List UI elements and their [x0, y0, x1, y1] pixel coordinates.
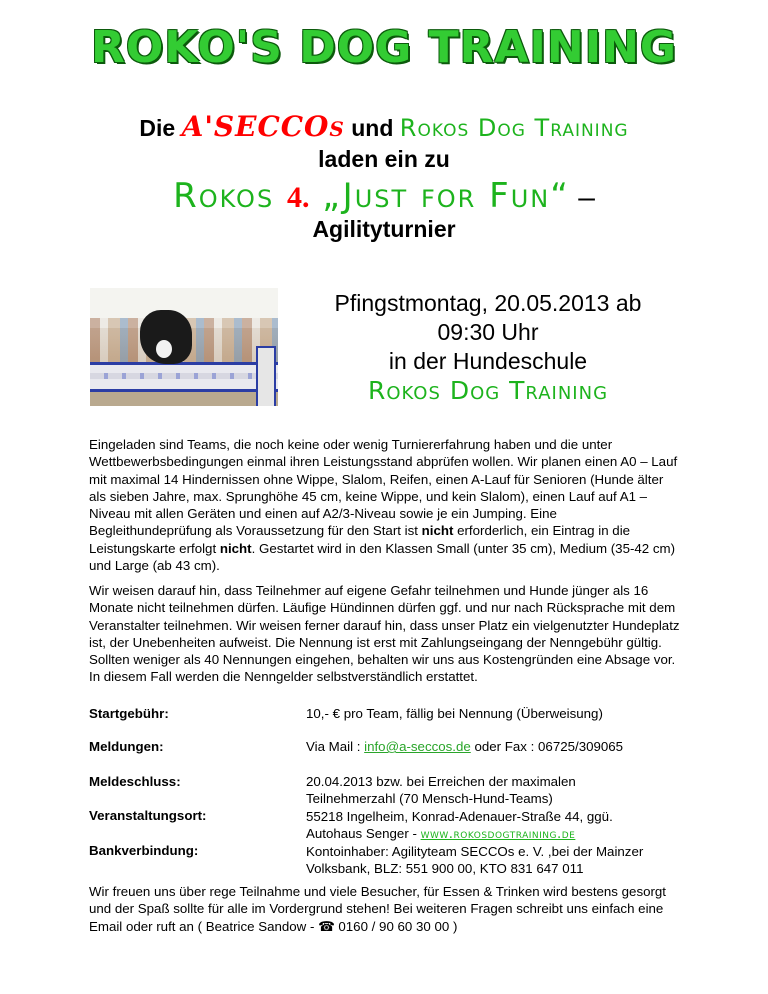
- website-link[interactable]: www.rokosdogtraining.de: [420, 826, 576, 842]
- headline-mid: und: [344, 115, 400, 141]
- location-name: Rokos Dog Training: [367, 376, 609, 405]
- event-owner: Rokos: [173, 176, 287, 216]
- bankverbindung-value-1: Kontoinhaber: Agilityteam SECCOs e. V. ,bei der Mainzer: [306, 844, 644, 860]
- meldungen-value: Via Mail : info@a-seccos.de oder Fax : 06725/309065: [306, 739, 624, 754]
- headline-invite: [0, 110, 768, 143]
- startgebuehr-value: 10,- € pro Team, fällig bei Nennung (Überweisung): [306, 706, 603, 721]
- bold-nicht-1: nicht: [421, 523, 454, 539]
- agility-dog-photo: [90, 288, 278, 406]
- details-block: [306, 773, 686, 878]
- meldeschluss-label: Meldeschluss:: [89, 774, 181, 789]
- intro-paragraph: Eingeladen sind Teams, die noch keine oder wenig Turniererfahrung haben und die unter Wettbewerbsbedingungen einmal ihren Leistungsstand abprüfen wollen. Wir planen einen A0 – Lauf mit maximal 14 Hindernissen ohne Wippe, Slalom, Reifen, einen A-Lauf für Senioren (Hunde älter als sieben Jahre, max. Sprunghöhe 45 cm, keine Wippe, und kein Slalom), einen Lauf auf A1 – Niveau mit allen Geräten und einen auf A2/3-Niveau sowie je ein Jumping. Eine Begleithundeprüfung als Voraussetzung für den Start ist nicht erforderlich, ein Eintrag in die Leistungskarte erfolgt nicht. Gestartet wird in den Klassen Small (unter 35 cm), Medium (35-42 cm) und Large (ab 43 cm).: [89, 437, 678, 574]
- event-subtitle: Agilityturnier: [312, 216, 456, 242]
- rules-paragraph: Wir weisen darauf hin, dass Teilnehmer auf eigene Gefahr teilnehmen und Hunde jünger als 16 Monate nicht teilnehmen dürfen. Läufige Hündinnen dürfen ggf. und nur nach Rücksprache mit dem Veranstalter teilnehmen. Wir weisen ferner darauf hin, dass unser Platz ein vielgenutzter Hundeplatz ist, der Unebenheiten aufweist. Die Nennung ist erst mit Zahlungseingang der Nenngebühr gültig. Sollten weniger als 40 Nennungen eingehen, behalten wir uns aus Kostengründen eine Absage vor. In diesem Fall werden die Nenngelder selbstverständlich erstattet.: [89, 583, 680, 685]
- meldungen-label: Meldungen:: [89, 739, 164, 754]
- headline-prefix: Die: [139, 115, 182, 141]
- headline-invite-2: laden ein zu: [318, 146, 450, 172]
- event-dash: –: [569, 181, 595, 214]
- time-line: 09:30 Uhr: [437, 319, 539, 345]
- date-line: Pfingstmontag, 20.05.2013 ab: [334, 290, 642, 316]
- dog-icon: [140, 310, 192, 364]
- veranstaltungsort-label: Veranstaltungsort:: [89, 808, 207, 823]
- bold-nicht-2: nicht: [219, 540, 252, 556]
- email-link[interactable]: info@a-seccos.de: [364, 739, 471, 754]
- veranstaltungsort-value-2: Autohaus Senger - www.rokosdogtraining.de: [306, 825, 576, 842]
- event-name: „Just for Fun“: [309, 176, 570, 216]
- logo-title: ROKO'S DOG TRAINING: [90, 22, 678, 73]
- phone-number: 0160 / 90 60 30 00 ): [334, 918, 458, 934]
- meldeschluss-value-2: Teilnehmerzahl (70 Mensch-Hund-Teams): [306, 791, 553, 807]
- bankverbindung-label: Bankverbindung:: [89, 843, 199, 858]
- meldeschluss-value-1: 20.04.2013 bzw. bei Erreichen der maximalen: [306, 774, 576, 789]
- event-title: [0, 176, 768, 216]
- veranstaltungsort-value-1: 55218 Ingelheim, Konrad-Adenauer-Straße 44, ggü.: [306, 808, 613, 824]
- club-name: A'SECCOs: [181, 110, 345, 143]
- date-block: [296, 289, 680, 405]
- location-line: in der Hundeschule: [388, 348, 588, 374]
- phone-icon: ☎: [318, 918, 335, 934]
- brand-name: Rokos Dog Training: [399, 114, 629, 142]
- event-number: 4.: [286, 181, 310, 214]
- closing-paragraph: Wir freuen uns über rege Teilnahme und viele Besucher, für Essen & Trinken wird bestens gesorgt und der Spaß sollte für alle im Vordergrund stehen! Bei weiteren Fragen schreibt uns einfach eine Email oder ruft an ( Beatrice Sandow - ☎ 0160 / 90 60 30 00 ): [89, 884, 666, 934]
- startgebuehr-label: Startgebühr:: [89, 706, 169, 721]
- bankverbindung-value-2: Volksbank, BLZ: 551 900 00, KTO 831 647 011: [306, 861, 584, 877]
